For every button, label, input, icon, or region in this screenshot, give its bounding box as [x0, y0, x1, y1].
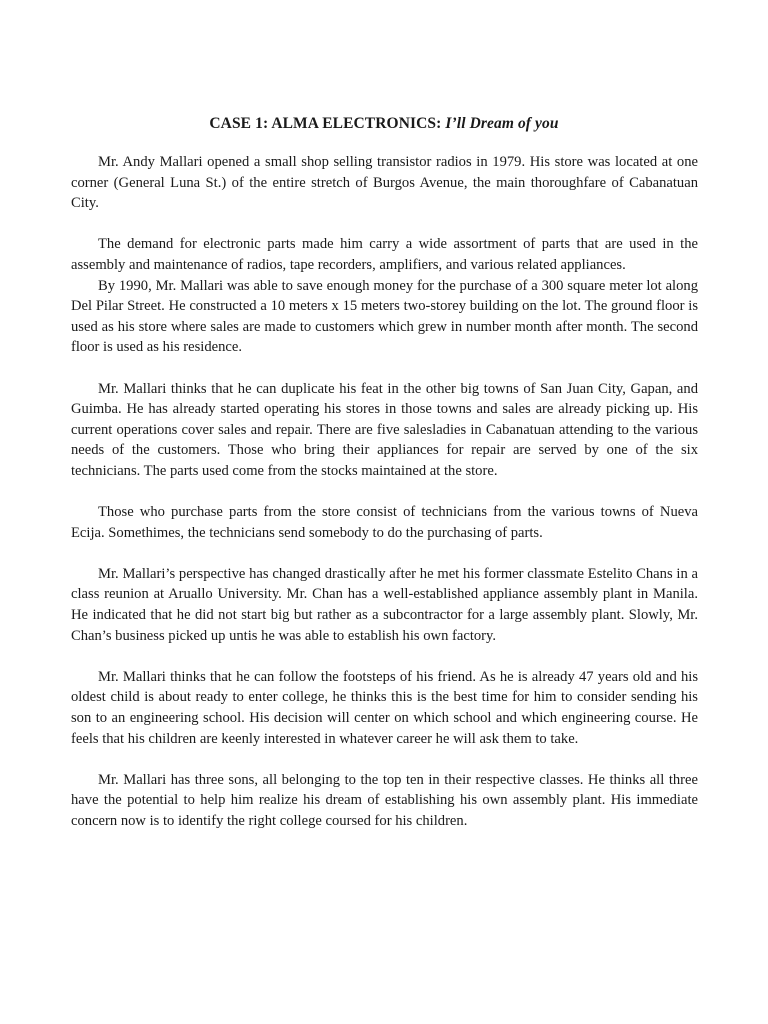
case-body	[71, 152, 698, 852]
paragraph-1: Mr. Andy Mallari opened a small shop selling transistor radios in 1979. His store was located at one corner (General Luna St.) of the entire stretch of Burgos Avenue, the main thoroughfare of Cabanatuan City.	[71, 154, 698, 212]
paragraph-3: By 1990, Mr. Mallari was able to save enough money for the purchase of a 300 square meter lot along Del Pilar Street. He constructed a 10 meters x 15 meters two-storey building on the lot. The ground floor is used as his store where sales are made to customers which grew in number month after month. The second floor is used as his residence.	[71, 277, 698, 356]
paragraph-6: Mr. Mallari’s perspective has changed drastically after he met his former classmate Estelito Chans in a class reunion at Aruallo University. Mr. Chan has a well-established appliance assembly plant in Manila. He indicated that he did not start big but rather as a subcontractor for a large assembly plant. Slowly, Mr. Chan’s business picked up untis he was able to establish his own factory.	[71, 565, 698, 644]
paragraph-7: Mr. Mallari thinks that he can follow the footsteps of his friend. As he is already 47 years old and his oldest child is about ready to enter college, he thinks this is the best time for him to consider sending his son to an engineering school. His decision will center on which school and which engineering course. He feels that his children are keenly interested in whatever career he will ask them to take.	[71, 668, 698, 747]
case-title-subtitle: I’ll Dream of you	[445, 115, 559, 132]
paragraph-4: Mr. Mallari thinks that he can duplicate his feat in the other big towns of San Juan City, Gapan, and Guimba. He has already started operating his stores in those towns and sales are already picking up. His current operations cover sales and repair. There are five salesladies in Cabanatuan attending to the various needs of the customers. Those who bring their appliances for repair are served by one of the six technicians. The parts used come from the stocks maintained at the store.	[71, 380, 698, 479]
paragraph-5: Those who purchase parts from the store consist of technicians from the various towns of Nueva Ecija. Somethimes, the technicians send somebody to do the purchasing of parts.	[71, 504, 698, 541]
paragraph-2: The demand for electronic parts made him carry a wide assortment of parts that are used in the assembly and maintenance of radios, tape recorders, amplifiers, and various related appliances.	[71, 236, 698, 273]
case-title	[0, 114, 768, 134]
case-title-main: CASE 1: ALMA ELECTRONICS:	[209, 115, 442, 132]
paragraph-8: Mr. Mallari has three sons, all belonging to the top ten in their respective classes. He thinks all three have the potential to help him realize his dream of establishing his own assembly plant. His immediate concern now is to identify the right college coursed for his children.	[71, 771, 698, 829]
